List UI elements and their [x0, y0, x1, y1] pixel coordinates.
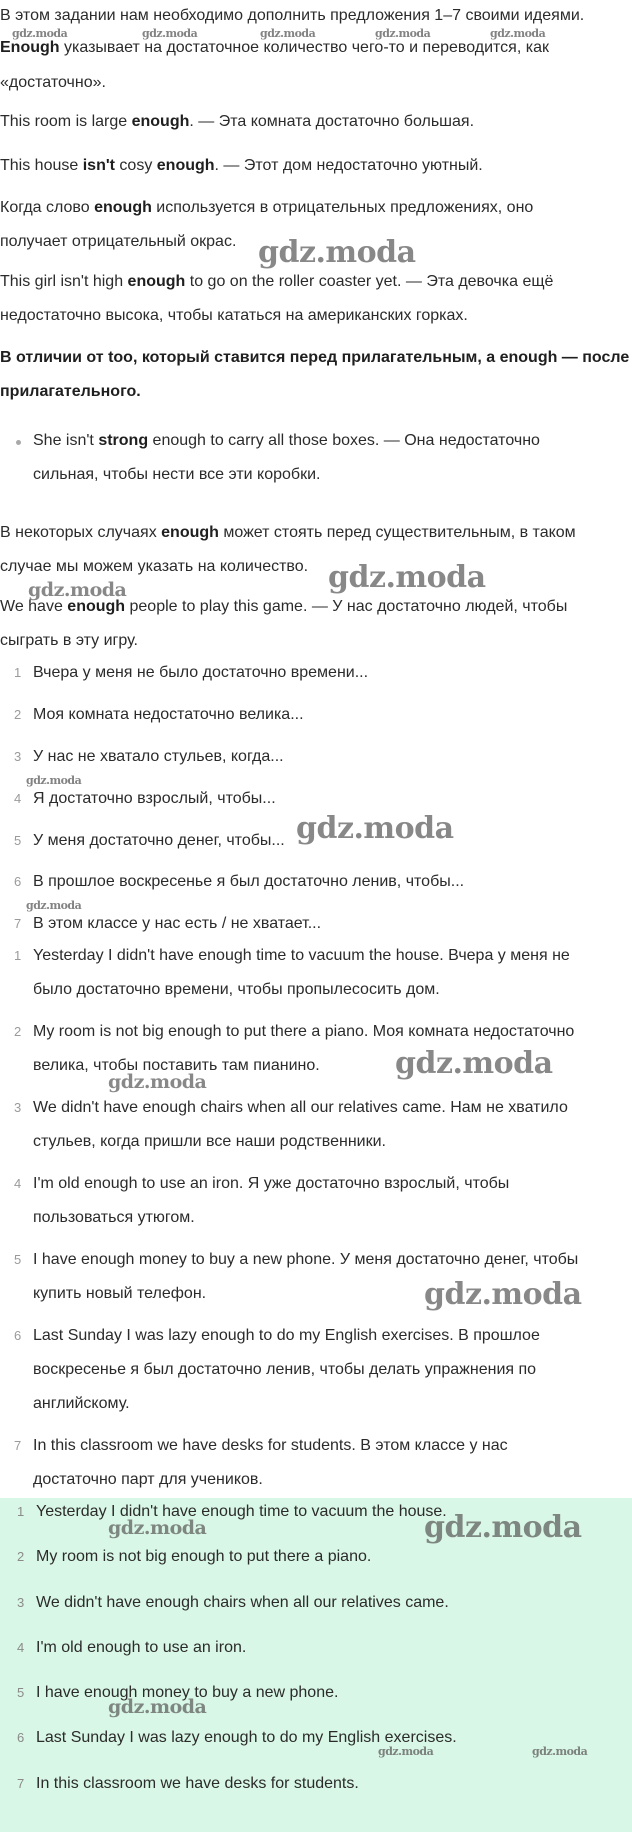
list-item: купить новый телефон. [33, 1285, 207, 1302]
watermark: gdz.moda [258, 235, 416, 270]
answer-item: Yesterday I didn't have enough time to vacuum the house. [36, 1503, 447, 1520]
list-item: стульев, когда пришли все наши родственники. [33, 1133, 386, 1150]
intro-text: В этом задании нам необходимо дополнить предложения 1–7 своими идеями. [0, 7, 585, 24]
list-number: 1 [14, 665, 22, 680]
list-item: У меня достаточно денег, чтобы... [33, 832, 285, 849]
list-item: I'm old enough to use an iron. Я уже достаточно взрослый, чтобы [33, 1175, 510, 1192]
watermark: gdz.moda [260, 27, 316, 40]
list-item: In this classroom we have desks for students. В этом классе у нас [33, 1437, 508, 1454]
list-item: воскресенье я был достаточно ленив, чтобы делать упражнения по [33, 1361, 537, 1378]
watermark: gdz.moda [395, 1046, 553, 1081]
list-number: 7 [14, 1438, 22, 1453]
answer-item: We didn't have enough chairs when all our relatives came. [36, 1594, 449, 1611]
list-item: Моя комната недостаточно велика... [33, 706, 304, 723]
watermark: gdz.moda [424, 1510, 582, 1545]
list-number: 4 [14, 1176, 22, 1191]
answer-item: I'm old enough to use an iron. [36, 1639, 247, 1656]
list-number: 3 [14, 749, 22, 764]
answer-number: 5 [17, 1685, 25, 1700]
bullet-example: She isn't strong enough to carry all those boxes. — Она недостаточно [33, 432, 540, 449]
list-item: английскому. [33, 1395, 130, 1412]
watermark: gdz.moda [108, 1071, 207, 1093]
explanation-text: В некоторых случаях enough может стоять перед существительным, в таком [0, 524, 576, 541]
watermark: gdz.moda [490, 27, 546, 40]
example-sentence: сыграть в эту игру. [0, 632, 138, 649]
list-item: Last Sunday I was lazy enough to do my English exercises. В прошлое [33, 1327, 540, 1344]
watermark: gdz.moda [28, 579, 127, 601]
answer-number: 7 [17, 1776, 25, 1791]
watermark: gdz.moda [424, 1277, 582, 1312]
example-sentence: This room is large enough. — Эта комната достаточно большая. [0, 113, 475, 130]
list-number: 5 [14, 833, 22, 848]
answer-number: 6 [17, 1730, 25, 1745]
watermark: gdz.moda [375, 27, 431, 40]
list-item: Yesterday I didn't have enough time to vacuum the house. Вчера у меня не [33, 947, 570, 964]
example-sentence: This girl isn't high enough to go on the roller coaster yet. — Эта девочка ещё [0, 273, 554, 290]
answers-box [0, 1498, 632, 1832]
list-item: В прошлое воскресенье я был достаточно ленив, чтобы... [33, 873, 465, 890]
answer-item: My room is not big enough to put there a piano. [36, 1548, 372, 1565]
intro-text: «достаточно». [0, 74, 106, 91]
watermark: gdz.moda [108, 1517, 207, 1539]
watermark: gdz.moda [142, 27, 198, 40]
list-number: 7 [14, 916, 22, 931]
bullet-icon [16, 440, 21, 445]
list-item: We didn't have enough chairs when all our relatives came. Нам не хватило [33, 1099, 568, 1116]
explanation-text: случае мы можем указать на количество. [0, 558, 309, 575]
example-sentence: This house isn't cosy enough. — Этот дом недостаточно уютный. [0, 157, 483, 174]
list-item: В этом классе у нас есть / не хватает... [33, 915, 322, 932]
explanation-text: получает отрицательный окрас. [0, 233, 237, 250]
watermark: gdz.moda [378, 1745, 434, 1758]
answer-number: 3 [17, 1595, 25, 1610]
answer-item: I have enough money to buy a new phone. [36, 1684, 339, 1701]
watermark: gdz.moda [296, 811, 454, 846]
bullet-example: сильная, чтобы нести все эти коробки. [33, 466, 321, 483]
list-number: 1 [14, 948, 22, 963]
list-item: My room is not big enough to put there a piano. Моя комната недостаточно [33, 1023, 575, 1040]
watermark: gdz.moda [26, 899, 82, 912]
list-number: 6 [14, 1328, 22, 1343]
list-number: 5 [14, 1252, 22, 1267]
list-item: достаточно парт для учеников. [33, 1471, 263, 1488]
watermark: gdz.moda [328, 560, 486, 595]
rule-heading: В отличии от too, который ставится перед прилагательным, а enough — после [0, 349, 630, 366]
list-item: Вчера у меня не было достаточно времени... [33, 664, 369, 681]
list-number: 6 [14, 874, 22, 889]
example-sentence: We have enough people to play this game. — У нас достаточно людей, чтобы [0, 598, 568, 615]
watermark: gdz.moda [26, 774, 82, 787]
list-item: I have enough money to buy a new phone. У меня достаточно денег, чтобы [33, 1251, 579, 1268]
answer-number: 1 [17, 1504, 25, 1519]
watermark: gdz.moda [108, 1696, 207, 1718]
list-number: 4 [14, 791, 22, 806]
intro-text: Enough указывает на достаточное количество чего-то и переводится, как [0, 39, 549, 56]
answer-item: In this classroom we have desks for students. [36, 1775, 359, 1792]
list-item: велика, чтобы поставить там пианино. [33, 1057, 320, 1074]
list-item: У нас не хватало стульев, когда... [33, 748, 284, 765]
answer-number: 4 [17, 1640, 25, 1655]
list-number: 2 [14, 1024, 22, 1039]
answer-number: 2 [17, 1549, 25, 1564]
watermark: gdz.moda [12, 27, 68, 40]
explanation-text: Когда слово enough используется в отрицательных предложениях, оно [0, 199, 534, 216]
watermark: gdz.moda [532, 1745, 588, 1758]
list-item: было достаточно времени, чтобы пропылесосить дом. [33, 981, 440, 998]
answer-item: Last Sunday I was lazy enough to do my English exercises. [36, 1729, 457, 1746]
list-number: 2 [14, 707, 22, 722]
example-sentence: недостаточно высока, чтобы кататься на американских горках. [0, 307, 468, 324]
list-number: 3 [14, 1100, 22, 1115]
rule-heading: прилагательного. [0, 383, 141, 400]
list-item: пользоваться утюгом. [33, 1209, 195, 1226]
list-item: Я достаточно взрослый, чтобы... [33, 790, 276, 807]
